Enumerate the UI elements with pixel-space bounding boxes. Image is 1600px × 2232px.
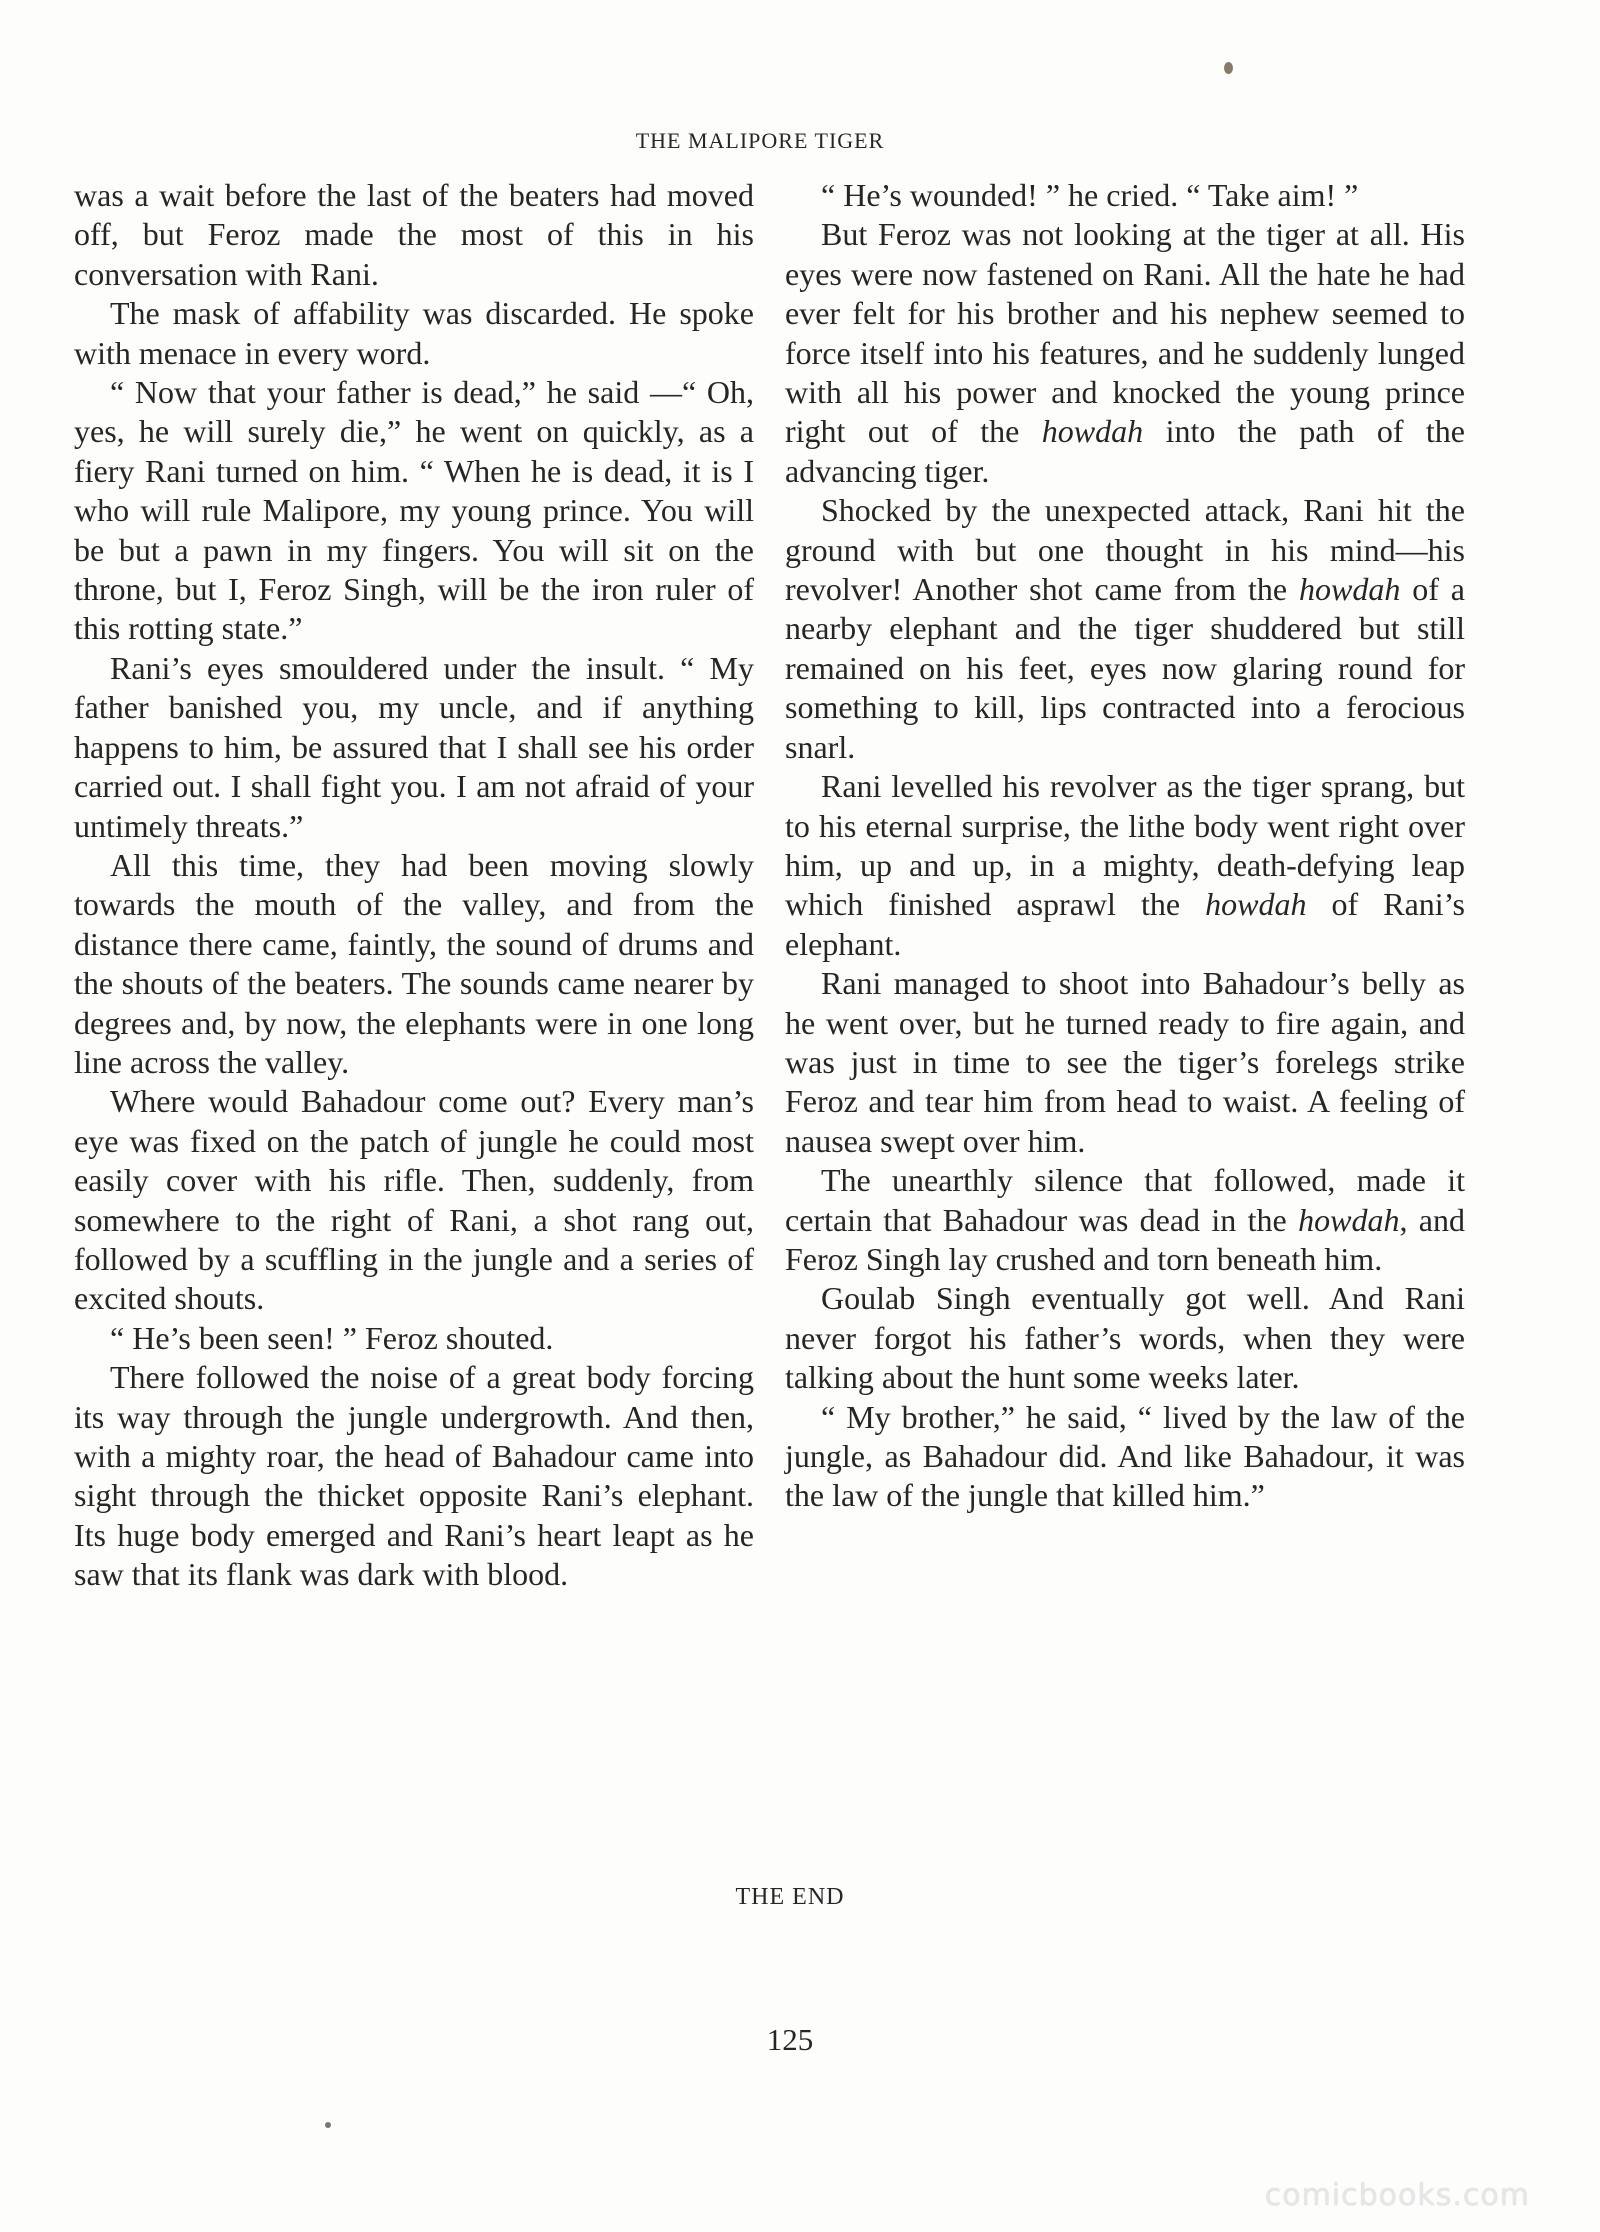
watermark: comicbooks.com bbox=[1264, 2178, 1530, 2213]
paragraph: “ Now that your father is dead,” he said —“ Oh, yes, he will surely die,” he went on quickly, as a fiery Rani turned on him. “ When he is dead, it is I who will rule Malipore, my young prince. You will be but a pawn in my fingers. You will sit on the throne, but I, Feroz Singh, will be the iron ruler of this rotting state.” bbox=[74, 374, 754, 647]
paragraph: Shocked by the unexpected attack, Rani hit the ground with but one thought in his mind—his revolver! Another shot came from the howdah of a nearby elephant and the tiger shuddered but still remained on his feet, eyes now glaring round for something to kill, lips contracted into a ferocious snarl. bbox=[785, 492, 1466, 765]
right-text-column bbox=[785, 176, 1465, 1516]
paragraph: There followed the noise of a great body forcing its way through the jungle undergrowth. And then, with a mighty roar, the head of Bahadour came into sight through the thicket opposite Rani’s elephant. Its huge body emerged and Rani’s heart leapt as he saw that its flank was dark with blood. bbox=[74, 1359, 754, 1593]
paper-speck bbox=[325, 2122, 331, 2128]
paragraph: But Feroz was not looking at the tiger at all. His eyes were now fastened on Rani. All the hate he had ever felt for his brother and his nephew seemed to force itself into his features, and he suddenly lunged with all his power and knocked the young prince right out of the howdah into the path of the advancing tiger. bbox=[785, 216, 1466, 489]
page-number: 125 bbox=[766, 2022, 814, 2057]
paragraph: was a wait before the last of the beaters had moved off, but Feroz made the most of this in his conversation with Rani. bbox=[74, 177, 754, 292]
paper-speck bbox=[1224, 62, 1233, 74]
paragraph: The mask of affability was discarded. He spoke with menace in every word. bbox=[74, 295, 754, 371]
paragraph: Where would Bahadour come out? Every man’s eye was fixed on the patch of jungle he could most easily cover with his rifle. Then, suddenly, from somewhere to the right of Rani, a shot rang out, followed by a scuffling in the jungle and a series of excited shouts. bbox=[74, 1083, 754, 1317]
paragraph: Rani managed to shoot into Bahadour’s belly as he went over, but he turned ready to fire again, and was just in time to see the tiger’s forelegs strike Feroz and tear him from head to waist. A feeling of nausea swept over him. bbox=[785, 965, 1465, 1159]
left-text-column bbox=[74, 176, 754, 1595]
paragraph: Goulab Singh eventually got well. And Rani never forgot his father’s words, when they were talking about the hunt some weeks later. bbox=[785, 1280, 1465, 1396]
the-end-label: THE END bbox=[735, 1884, 845, 1910]
paragraph: “ My brother,” he said, “ lived by the law of the jungle, as Bahadour did. And like Bahadour, it was the law of the jungle that killed him.” bbox=[785, 1398, 1465, 1514]
paragraph: All this time, they had been moving slowly towards the mouth of the valley, and from the distance there came, faintly, the sound of drums and the shouts of the beaters. The sounds came nearer by degrees and, by now, the elephants were in one long line across the valley. bbox=[74, 846, 754, 1080]
paragraph: “ He’s been seen! ” Feroz shouted. bbox=[110, 1319, 554, 1356]
paragraph: “ He’s wounded! ” he cried. “ Take aim! ” bbox=[821, 177, 1359, 213]
paragraph: The unearthly silence that followed, made it certain that Bahadour was dead in the howdah, and Feroz Singh lay crushed and torn beneath him. bbox=[785, 1162, 1466, 1277]
paragraph: Rani levelled his revolver as the tiger sprang, but to his eternal surprise, the lithe body went right over him, up and up, in a mighty, death-defying leap which finished asprawl the howdah of Rani’s elephant. bbox=[785, 768, 1466, 962]
paragraph: Rani’s eyes smouldered under the insult. “ My father banished you, my uncle, and if anything happens to him, be assured that I shall see his order carried out. I shall fight you. I am not afraid of your untimely threats.” bbox=[74, 649, 754, 844]
running-head: THE MALIPORE TIGER bbox=[635, 128, 885, 153]
